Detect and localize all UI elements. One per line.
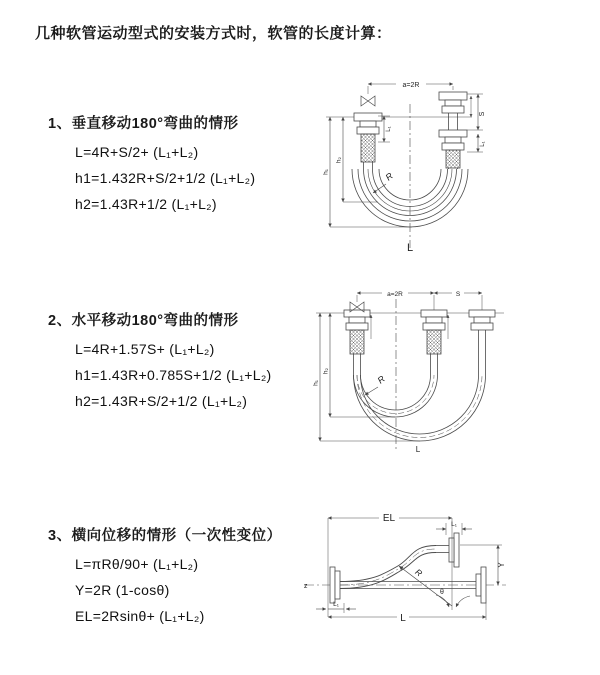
diagram-vertical-bend [320,74,520,259]
middle-riser-flange [421,310,447,375]
section-2-heading: 2、水平移动180°弯曲的情形 [48,313,239,329]
right-riser-flange [469,310,495,375]
section-1 [48,112,255,217]
dim-label-s: S [479,111,486,117]
section-3-formula-y: Y=2R (1-cosθ) [75,582,170,598]
dimension-lines [316,518,502,620]
dim-label-a2r: a=2R [402,82,420,89]
radius-label: R [375,373,387,386]
section-3-formula-l: L=πRθ/90+ (L₁+L₂) [75,556,199,572]
section-2-formula-l: L=4R+1.57S+ (L₁+L₂) [75,341,215,357]
doc-title: 几种软管运动型式的安装方式时，软管的长度计算： [35,25,392,42]
dim-label-a2r: a=2R [387,291,403,298]
section-1-formula-h2: h2=1.43R+1/2 (L₁+L₂) [75,196,217,212]
diagram-horizontal-bend [308,283,513,455]
dim-label-l: L [415,445,421,454]
dim-label-l1-left: L₁ [386,126,392,132]
hose-u-curves [354,375,486,441]
top-right-flange [436,533,459,567]
section-3 [48,524,282,629]
dim-label-h1: h₁ [322,169,330,175]
dim-label-l1-top: L₁ [451,521,457,528]
diagram-lateral-displacement [300,505,510,630]
section-2 [48,309,272,414]
section-2-formula-h2: h2=1.43R+S/2+1/2 (L₁+L₂) [75,393,248,409]
dim-label-l: L [406,242,414,254]
dim-label-l1-left: L₁ [333,601,339,608]
dim-label-l1-right: L₁ [480,141,486,147]
section-1-heading: 1、垂直移动180°弯曲的情形 [48,116,239,132]
dim-label-h2: h₂ [322,367,330,375]
section-2-formula-h1: h1=1.43R+0.785S+1/2 (L₁+L₂) [75,367,272,383]
dim-label-l: L [400,613,406,624]
left-riser-flange [354,113,382,169]
section-1-formula-l: L=4R+S/2+ (L₁+L₂) [75,144,199,160]
dim-label-h2: h₂ [335,156,343,164]
section-3-formula-el: EL=2Rsinθ+ (L₁+L₂) [75,608,205,624]
dim-label-el: EL [382,513,396,524]
displaced-hose-s-curve [340,546,436,589]
right-riser-flange [439,92,467,169]
dim-label-y: Y [497,562,506,568]
dim-label-s: S [455,291,461,298]
dim-label-h1: h₁ [312,380,320,386]
axis-z-label: z [304,583,308,590]
valve-icon [361,96,375,106]
section-3-heading: 3、横向位移的情形（一次性变位） [48,528,282,544]
left-riser-flange [344,310,370,375]
radius-label: R [413,566,425,579]
radius-label: R [383,170,395,183]
section-1-formula-h1: h1=1.432R+S/2+1/2 (L₁+L₂) [75,170,256,186]
angle-theta-label: θ [440,589,444,596]
